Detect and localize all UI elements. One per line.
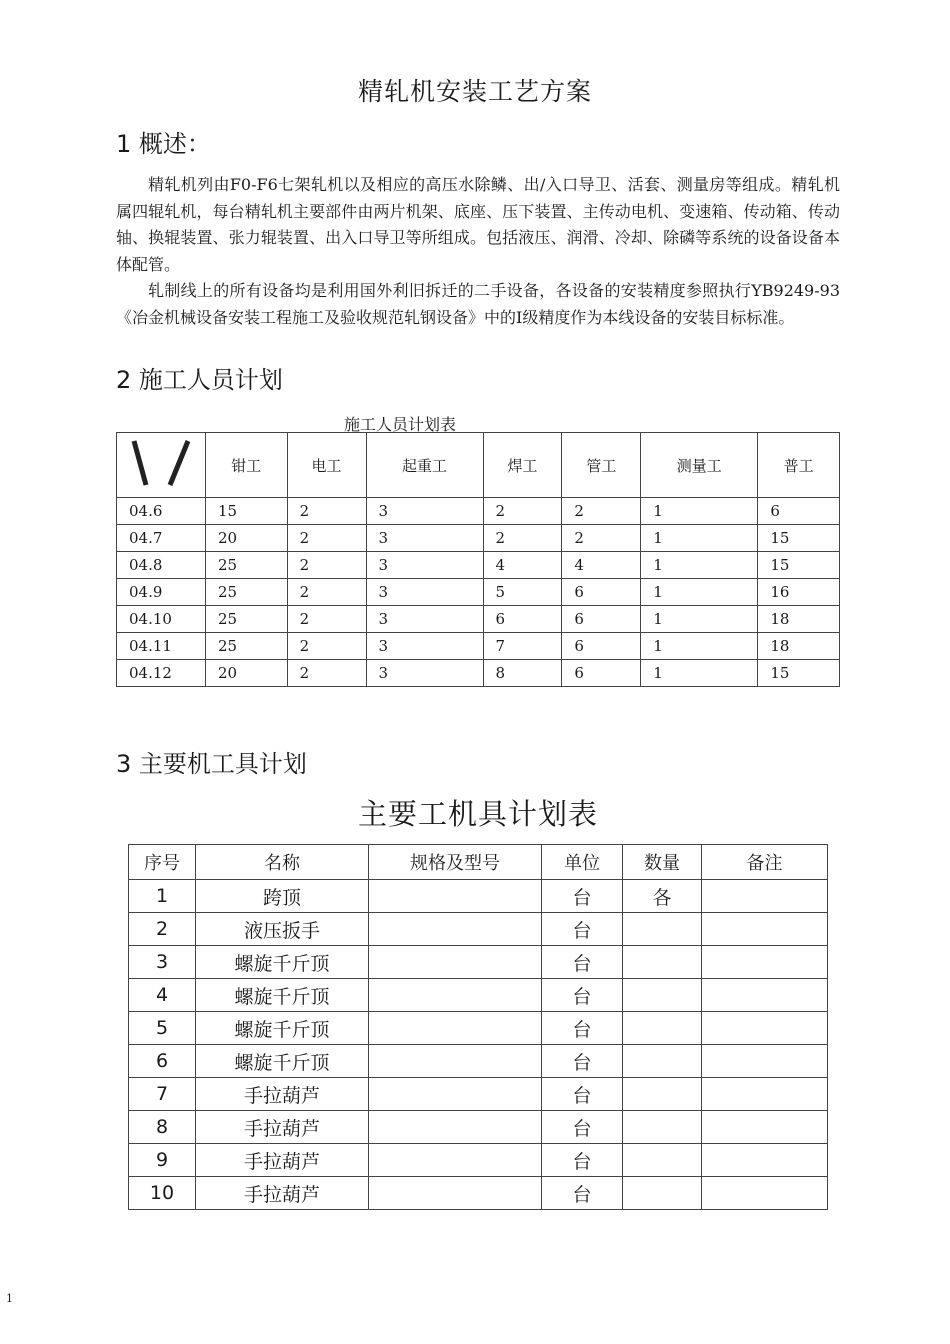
- table-cell: 25: [206, 606, 288, 633]
- section1-paragraph-2: 轧制线上的所有设备均是利用国外利旧拆迁的二手设备，各设备的安装精度参照执行YB9249-93《冶金机械设备安装工程施工及验收规范轧钢设备》中的Ⅰ级精度作为本线设备的安装目标标准。: [116, 281, 840, 327]
- diagonal-slash-icon: [126, 435, 196, 491]
- table-cell-name: 手拉葫芦: [196, 1144, 369, 1177]
- table-cell-qty: [623, 1111, 702, 1144]
- staff-table-body: [117, 498, 840, 687]
- table-cell: 15: [758, 660, 840, 687]
- table-cell: 3: [366, 633, 483, 660]
- table-cell: 16: [758, 579, 840, 606]
- table-cell: 2: [287, 606, 366, 633]
- table-cell: 7: [483, 633, 562, 660]
- table-cell-qty: [623, 1177, 702, 1210]
- table-row: [129, 913, 828, 946]
- table-cell: 15: [758, 525, 840, 552]
- column-header: 单位: [542, 845, 623, 880]
- table-cell-unit: 台: [542, 1012, 623, 1045]
- tools-table-title: 主要工机具计划表: [357, 797, 598, 831]
- tools-table-header-row: [129, 845, 828, 880]
- table-cell-no: 6: [129, 1045, 196, 1078]
- table-row: [117, 633, 840, 660]
- row-date-cell: 04.12: [117, 660, 206, 687]
- table-cell-spec: [369, 1177, 542, 1210]
- table-row: [129, 880, 828, 913]
- table-cell-spec: [369, 1012, 542, 1045]
- table-cell-unit: 台: [542, 979, 623, 1012]
- table-cell-name: 手拉葫芦: [196, 1177, 369, 1210]
- table-cell-unit: 台: [542, 913, 623, 946]
- table-cell: 1: [641, 633, 758, 660]
- table-cell: 2: [287, 525, 366, 552]
- table-cell: 2: [562, 498, 641, 525]
- column-header: 备注: [702, 845, 828, 880]
- table-cell: 3: [366, 579, 483, 606]
- table-cell-note: [702, 1177, 828, 1210]
- column-header: 测量工: [641, 433, 758, 498]
- table-cell-note: [702, 946, 828, 979]
- table-cell: 4: [483, 552, 562, 579]
- table-cell-no: 5: [129, 1012, 196, 1045]
- table-cell-no: 9: [129, 1144, 196, 1177]
- table-cell: 1: [641, 660, 758, 687]
- staff-plan-table: [116, 432, 840, 687]
- table-cell-qty: [623, 1045, 702, 1078]
- table-cell-spec: [369, 979, 542, 1012]
- table-cell-unit: 台: [542, 946, 623, 979]
- table-row: [117, 660, 840, 687]
- table-cell: 2: [287, 633, 366, 660]
- column-header: 普工: [758, 433, 840, 498]
- table-cell: 3: [366, 498, 483, 525]
- column-header: 钳工: [206, 433, 288, 498]
- table-cell-no: 7: [129, 1078, 196, 1111]
- table-cell-qty: 各: [623, 880, 702, 913]
- table-cell-unit: 台: [542, 1177, 623, 1210]
- table-cell: 6: [562, 579, 641, 606]
- table-cell-qty: [623, 946, 702, 979]
- table-cell: 3: [366, 552, 483, 579]
- table-cell-spec: [369, 880, 542, 913]
- table-cell: 15: [206, 498, 288, 525]
- row-date-cell: 04.8: [117, 552, 206, 579]
- table-cell-note: [702, 1078, 828, 1111]
- table-cell: 25: [206, 579, 288, 606]
- table-row: [129, 1144, 828, 1177]
- section1-body: [116, 172, 840, 331]
- column-header: 数量: [623, 845, 702, 880]
- table-cell-unit: 台: [542, 1144, 623, 1177]
- row-date-cell: 04.9: [117, 579, 206, 606]
- row-date-cell: 04.10: [117, 606, 206, 633]
- table-row: [117, 579, 840, 606]
- table-cell: 3: [366, 606, 483, 633]
- table-cell: 25: [206, 633, 288, 660]
- table-cell: 3: [366, 525, 483, 552]
- row-date-cell: 04.7: [117, 525, 206, 552]
- table-cell-no: 4: [129, 979, 196, 1012]
- table-cell-qty: [623, 979, 702, 1012]
- row-date-cell: 04.11: [117, 633, 206, 660]
- table-cell: 2: [287, 579, 366, 606]
- table-cell-name: 手拉葫芦: [196, 1078, 369, 1111]
- staff-table-caption: 施工人员计划表: [343, 415, 456, 434]
- table-cell: 2: [287, 498, 366, 525]
- section1-heading: 1 概述：: [116, 130, 211, 158]
- table-cell: 6: [562, 660, 641, 687]
- table-cell: 15: [758, 552, 840, 579]
- table-cell-name: 跨顶: [196, 880, 369, 913]
- table-cell-note: [702, 880, 828, 913]
- table-cell-no: 2: [129, 913, 196, 946]
- table-cell-note: [702, 1012, 828, 1045]
- table-cell-note: [702, 913, 828, 946]
- column-header: 规格及型号: [369, 845, 542, 880]
- table-cell: 2: [287, 552, 366, 579]
- table-cell: 1: [641, 498, 758, 525]
- table-cell: 18: [758, 606, 840, 633]
- page-number: 1: [6, 1292, 13, 1305]
- table-cell: 5: [483, 579, 562, 606]
- column-header: 起重工: [366, 433, 483, 498]
- table-cell: 1: [641, 579, 758, 606]
- table-cell-qty: [623, 1078, 702, 1111]
- table-cell-spec: [369, 913, 542, 946]
- section3-heading: 3 主要机工具计划: [116, 750, 307, 778]
- table-cell: 2: [562, 525, 641, 552]
- table-cell: 6: [483, 606, 562, 633]
- table-cell-qty: [623, 1012, 702, 1045]
- table-row: [117, 606, 840, 633]
- table-cell: 20: [206, 660, 288, 687]
- column-header: 管工: [562, 433, 641, 498]
- column-header: 名称: [196, 845, 369, 880]
- staff-table-header-row: [117, 433, 840, 498]
- table-row: [117, 552, 840, 579]
- table-cell: 20: [206, 525, 288, 552]
- table-row: [129, 1045, 828, 1078]
- column-header: 序号: [129, 845, 196, 880]
- tools-plan-table: [128, 844, 828, 1210]
- table-row: [117, 498, 840, 525]
- table-cell-name: 螺旋千斤顶: [196, 946, 369, 979]
- table-cell: 1: [641, 552, 758, 579]
- table-cell-name: 手拉葫芦: [196, 1111, 369, 1144]
- table-cell: 6: [562, 633, 641, 660]
- table-cell: 1: [641, 525, 758, 552]
- row-date-cell: 04.6: [117, 498, 206, 525]
- table-cell-name: 液压扳手: [196, 913, 369, 946]
- table-cell-no: 8: [129, 1111, 196, 1144]
- table-row: [129, 1111, 828, 1144]
- table-cell-spec: [369, 1078, 542, 1111]
- table-cell-unit: 台: [542, 1078, 623, 1111]
- table-cell: 25: [206, 552, 288, 579]
- table-cell: 2: [483, 525, 562, 552]
- table-cell-unit: 台: [542, 1045, 623, 1078]
- table-row: [129, 1012, 828, 1045]
- table-cell-spec: [369, 946, 542, 979]
- section2-heading: 2 施工人员计划: [116, 366, 283, 394]
- table-cell: 2: [287, 660, 366, 687]
- section1-paragraph-1: 精轧机列由F0-F6七架轧机以及相应的高压水除鳞、出/入口导卫、活套、测量房等组成。精轧机属四辊轧机，每台精轧机主要部件由两片机架、底座、压下装置、主传动电机、变速箱、传动箱、传动轴、换辊装置、张力辊装置、出入口导卫等所组成。包括液压、润滑、冷却、除磷等系统的设备设备本体配管。: [116, 175, 840, 274]
- column-header: 电工: [287, 433, 366, 498]
- table-cell-name: 螺旋千斤顶: [196, 1012, 369, 1045]
- table-cell: 4: [562, 552, 641, 579]
- table-row: [117, 525, 840, 552]
- table-cell-name: 螺旋千斤顶: [196, 1045, 369, 1078]
- table-cell-spec: [369, 1111, 542, 1144]
- table-cell-no: 3: [129, 946, 196, 979]
- table-cell-no: 1: [129, 880, 196, 913]
- table-cell: 6: [562, 606, 641, 633]
- table-cell: 1: [641, 606, 758, 633]
- column-header: 焊工: [483, 433, 562, 498]
- table-row: [129, 1078, 828, 1111]
- table-cell-name: 螺旋千斤顶: [196, 979, 369, 1012]
- table-cell-no: 10: [129, 1177, 196, 1210]
- table-row: [129, 979, 828, 1012]
- table-row: [129, 946, 828, 979]
- table-cell: 8: [483, 660, 562, 687]
- table-cell: 18: [758, 633, 840, 660]
- table-cell-unit: 台: [542, 1111, 623, 1144]
- table-row: [129, 1177, 828, 1210]
- table-cell-note: [702, 979, 828, 1012]
- table-cell-spec: [369, 1045, 542, 1078]
- table-cell: 3: [366, 660, 483, 687]
- table-cell: 6: [758, 498, 840, 525]
- table-cell-qty: [623, 913, 702, 946]
- table-cell-unit: 台: [542, 880, 623, 913]
- document-title: 精轧机安装工艺方案: [357, 77, 592, 106]
- table-cell: 2: [483, 498, 562, 525]
- table-cell-note: [702, 1045, 828, 1078]
- table-corner-cell: [117, 433, 206, 498]
- tools-table-body: [129, 880, 828, 1210]
- table-cell-note: [702, 1111, 828, 1144]
- table-cell-spec: [369, 1144, 542, 1177]
- table-cell-qty: [623, 1144, 702, 1177]
- table-cell-note: [702, 1144, 828, 1177]
